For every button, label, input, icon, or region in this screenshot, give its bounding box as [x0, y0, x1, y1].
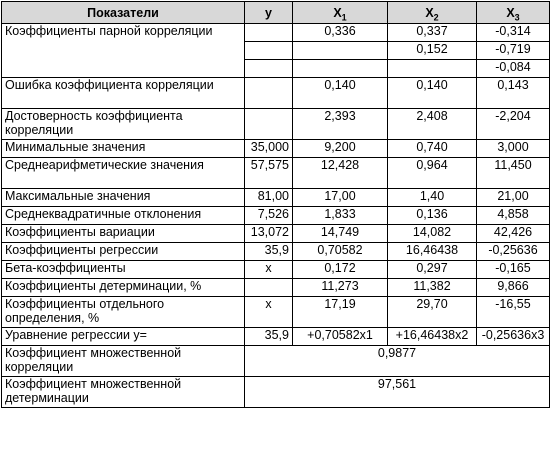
cell-x3: 4,858 — [477, 207, 550, 225]
cell-y — [245, 42, 293, 60]
cell-x1: 17,19 — [293, 297, 388, 328]
cell-y: 7,526 — [245, 207, 293, 225]
header-x1: $X_1$ — [293, 2, 388, 24]
table-row — [2, 158, 550, 189]
cell-x2: 0,740 — [388, 140, 477, 158]
row-label: Коэффициенты отдельного определения, % — [2, 297, 245, 328]
multi-corr-value: 0,9877 — [245, 346, 550, 377]
table-row — [2, 279, 550, 297]
cell-x3: -0,084 — [477, 60, 550, 78]
cell-y — [245, 60, 293, 78]
cell-x3: 42,426 — [477, 225, 550, 243]
cell-x1: 0,336 — [293, 24, 388, 42]
table-row — [2, 328, 550, 346]
cell-x3: -0,719 — [477, 42, 550, 60]
table-row — [2, 346, 550, 377]
cell-x2: +16,46438x2 — [388, 328, 477, 346]
cell-x3: 11,450 — [477, 158, 550, 189]
cell-y — [245, 24, 293, 42]
table-row — [2, 78, 550, 109]
cell-x2: 2,408 — [388, 109, 477, 140]
cell-x2: 0,337 — [388, 24, 477, 42]
cell-x2: 0,140 — [388, 78, 477, 109]
cell-x1: 14,749 — [293, 225, 388, 243]
cell-x2 — [388, 60, 477, 78]
row-label: Коэффициент множественной корреляции — [2, 346, 245, 377]
cell-x1: 12,428 — [293, 158, 388, 189]
cell-x1: 1,833 — [293, 207, 388, 225]
cell-y: 57,575 — [245, 158, 293, 189]
header-row — [2, 2, 550, 24]
cell-x3: -0,25636x3 — [477, 328, 550, 346]
table-row — [2, 377, 550, 408]
table-row — [2, 140, 550, 158]
cell-x2: 11,382 — [388, 279, 477, 297]
cell-x1: 17,00 — [293, 189, 388, 207]
table-row — [2, 225, 550, 243]
cell-y — [245, 78, 293, 109]
cell-x2: 0,297 — [388, 261, 477, 279]
cell-y: 81,00 — [245, 189, 293, 207]
header-x3: $X_3$ — [477, 2, 550, 24]
cell-x1: 0,140 — [293, 78, 388, 109]
cell-y: x — [245, 261, 293, 279]
cell-x3: 0,143 — [477, 78, 550, 109]
statistics-table — [1, 1, 550, 408]
table-row — [2, 24, 550, 42]
cell-y: 35,9 — [245, 243, 293, 261]
table-row — [2, 243, 550, 261]
row-label: Среднеквадратичные отклонения — [2, 207, 245, 225]
cell-x3: 21,00 — [477, 189, 550, 207]
cell-y: 35,000 — [245, 140, 293, 158]
row-label: Коэффициент множественной детерминации — [2, 377, 245, 408]
cell-x1: 0,172 — [293, 261, 388, 279]
table-row — [2, 189, 550, 207]
cell-x1: 9,200 — [293, 140, 388, 158]
row-label: Коэффициенты парной корреляции — [2, 24, 245, 78]
row-label: Коэффициенты детерминации, % — [2, 279, 245, 297]
row-label: Максимальные значения — [2, 189, 245, 207]
cell-x3: -2,204 — [477, 109, 550, 140]
header-x2: $X_2$ — [388, 2, 477, 24]
cell-x1: 11,273 — [293, 279, 388, 297]
cell-x3: 9,866 — [477, 279, 550, 297]
header-indicator: Показатели — [2, 2, 245, 24]
row-label: Достоверность коэффициента корреляции — [2, 109, 245, 140]
table-row — [2, 207, 550, 225]
row-label: Коэффициенты регрессии — [2, 243, 245, 261]
cell-x1: 2,393 — [293, 109, 388, 140]
row-label: Ошибка коэффициента корреляции — [2, 78, 245, 109]
cell-x1 — [293, 42, 388, 60]
cell-x3: -0,314 — [477, 24, 550, 42]
table-row — [2, 109, 550, 140]
header-y: y — [245, 2, 293, 24]
multi-det-value: 97,561 — [245, 377, 550, 408]
cell-x2: 29,70 — [388, 297, 477, 328]
cell-x3: -16,55 — [477, 297, 550, 328]
row-label: Уравнение регрессии y= — [2, 328, 245, 346]
cell-x1: +0,70582x1 — [293, 328, 388, 346]
cell-y — [245, 109, 293, 140]
cell-x2: 0,136 — [388, 207, 477, 225]
cell-x3: 3,000 — [477, 140, 550, 158]
cell-x2: 0,964 — [388, 158, 477, 189]
cell-y: 35,9 — [245, 328, 293, 346]
cell-x2: 0,152 — [388, 42, 477, 60]
cell-x3: -0,165 — [477, 261, 550, 279]
cell-x2: 16,46438 — [388, 243, 477, 261]
cell-y — [245, 279, 293, 297]
table-row — [2, 261, 550, 279]
row-label: Минимальные значения — [2, 140, 245, 158]
row-label: Коэффициенты вариации — [2, 225, 245, 243]
row-label: Бета-коэффициенты — [2, 261, 245, 279]
row-label: Среднеарифметические значения — [2, 158, 245, 189]
cell-x1: 0,70582 — [293, 243, 388, 261]
cell-y: x — [245, 297, 293, 328]
cell-x1 — [293, 60, 388, 78]
table-row — [2, 297, 550, 328]
cell-x3: -0,25636 — [477, 243, 550, 261]
cell-x2: 1,40 — [388, 189, 477, 207]
cell-y: 13,072 — [245, 225, 293, 243]
cell-x2: 14,082 — [388, 225, 477, 243]
